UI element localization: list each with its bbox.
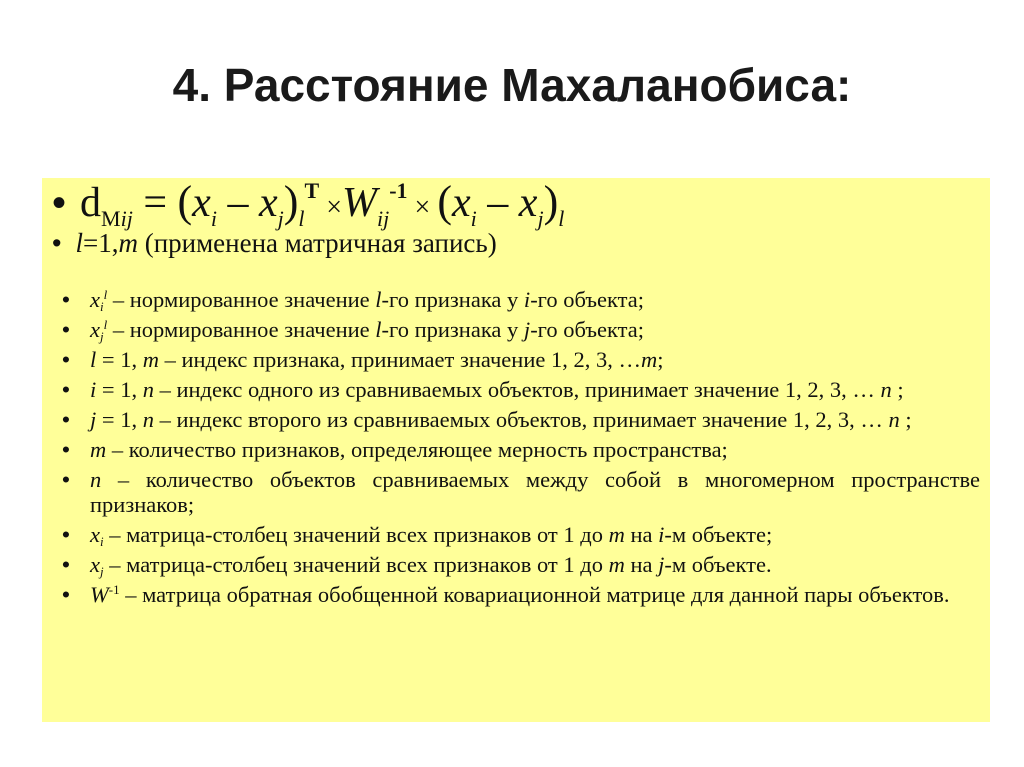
list-item: • n – количество объектов сравниваемых между собой в многомерном пространстве признаков; (62, 467, 980, 517)
index-range-line: • l=1,m (применена матричная запись) (52, 228, 497, 258)
bullet: • (52, 181, 67, 225)
list-item: • $x_i$ – матрица-столбец значений всех признаков от 1 до m на i-м объекте; (62, 522, 773, 549)
list-item: • $x_j^l$ – нормированное значение l-го признака у j-го объекта; (62, 317, 644, 344)
list-item: • $x_i^l$ – нормированное значение l-го признака у i-го объекта; (62, 287, 644, 314)
list-item: • j = 1, n – индекс второго из сравниваемых объектов, принимает значение 1, 2, 3, … n ; (62, 407, 912, 432)
list-item: • m – количество признаков, определяющее мерность пространства; (62, 437, 728, 462)
list-item: • i = 1, n – индекс одного из сравниваемых объектов, принимает значение 1, 2, 3, … n ; (62, 377, 904, 402)
list-item: • l = 1, m – индекс признака, принимает значение 1, 2, 3, …m; (62, 347, 664, 372)
slide-title: 4. Расстояние Махаланобиса: (172, 59, 852, 111)
definitions-list (62, 287, 980, 612)
mahalanobis-formula: • $d_{Mij} = (x_i - x_j)_l^T \times W_{ij}^{-1} \times (x_i - x_j)_l$ (52, 177, 565, 231)
list-item: • $W^{-1}$ – матрица обратная обобщенной ковариационной матрице для данной пары объектов. (62, 582, 950, 607)
list-item: • $x_j$ – матрица-столбец значений всех признаков от 1 до m на j-м объекте. (62, 552, 772, 579)
